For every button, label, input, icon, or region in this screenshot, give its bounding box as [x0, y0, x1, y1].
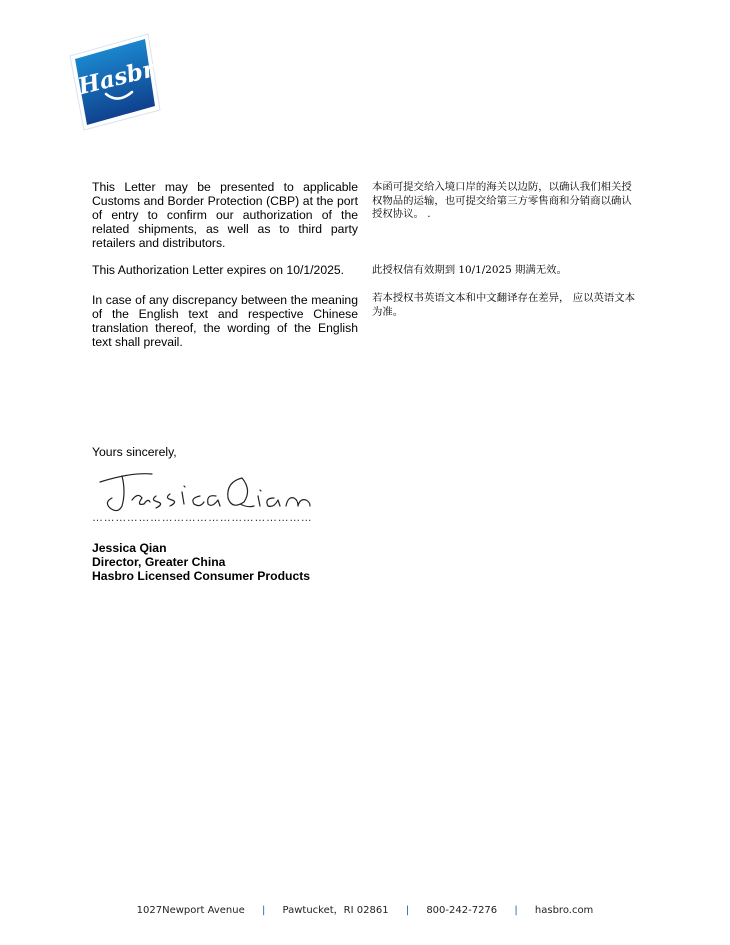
footer-phone: 800-242-7276 [426, 905, 498, 916]
footer-separator: | [405, 905, 410, 916]
footer-website[interactable]: hasbro.com [534, 905, 594, 916]
footer-address: 1027Newport Avenue [136, 905, 245, 916]
signatory-name: Jessica Qian [92, 541, 167, 555]
footer-separator: | [514, 905, 518, 916]
svg-text:Hasbro: Hasbro [75, 51, 173, 101]
signatory-title: Director, Greater China [92, 555, 226, 569]
footer-separator: | [261, 905, 266, 916]
paragraph-en-discrepancy: In case of any discrepancy between the meaning of the English text and respective Chinese translation thereof, the wording of the English text shall prevail. [92, 293, 358, 349]
paragraph-en-expiry: This Authorization Letter expires on 10/1/2025. [92, 263, 345, 277]
signatory-block [92, 541, 310, 583]
signature-line: ………………………………………………… [92, 512, 313, 524]
hasbro-logo [66, 30, 173, 134]
paragraph-zh-expiry: 此授权信有效期到 10/1/2025 期满无效。 [372, 264, 567, 276]
paragraph-zh-discrepancy: 若本授权书英语文本和中文翻译存在差异， 应以英语文本为准。 [372, 292, 636, 318]
handwritten-signature [92, 468, 322, 516]
signatory-company: Hasbro Licensed Consumer Products [92, 569, 311, 583]
paragraph-zh-cbp: 本函可提交给入境口岸的海关以边防，以确认我们相关授权物品的运输，也可提交给第三方零售商和分销商以确认授权协议。 . [372, 181, 632, 220]
closing: Yours sincerely, [92, 445, 177, 459]
footer-city: Pawtucket，RI 02861 [282, 905, 389, 916]
paragraph-en-cbp: This Letter may be presented to applicable Customs and Border Protection (CBP) at the port of entry to confirm our authorization of the related shipments, as well as to third party retailers and distributors. [92, 180, 358, 250]
footer [0, 901, 730, 916]
